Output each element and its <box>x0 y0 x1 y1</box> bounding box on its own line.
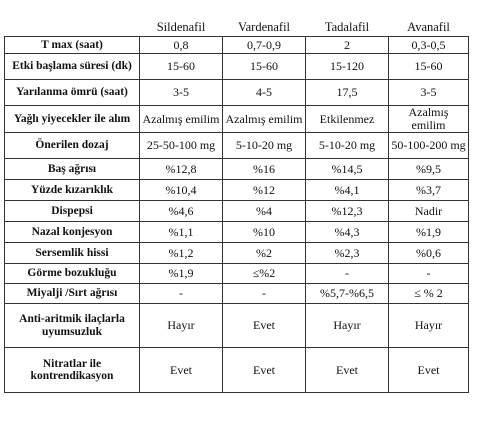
row-label: Önerilen dozaj <box>5 133 140 159</box>
row-label: Baş ağrısı <box>5 159 140 180</box>
table-cell: 0,8 <box>140 37 223 54</box>
table-cell: %10,4 <box>140 180 223 201</box>
table-cell: 5-10-20 mg <box>306 133 389 159</box>
table-cell: %1,9 <box>389 222 469 243</box>
table-cell: - <box>140 284 223 304</box>
column-header-vardenafil: Vardenafil <box>223 19 306 37</box>
row-label: Miyalji /Sırt ağrısı <box>5 284 140 304</box>
table-cell: %12,8 <box>140 159 223 180</box>
table-cell: %3,7 <box>389 180 469 201</box>
table-cell: 15-60 <box>140 54 223 80</box>
table-row <box>5 304 469 348</box>
table-cell: %1,1 <box>140 222 223 243</box>
table-cell: 0,7-0,9 <box>223 37 306 54</box>
row-label: Yüzde kızarıklık <box>5 180 140 201</box>
table-cell: ≤ % 2 <box>389 284 469 304</box>
table-cell: 15-120 <box>306 54 389 80</box>
row-label: Görme bozukluğu <box>5 264 140 284</box>
table-row <box>5 133 469 159</box>
table-cell: Azalmış emilim <box>223 106 306 133</box>
table-cell: 15-60 <box>389 54 469 80</box>
table-cell: Evet <box>223 348 306 393</box>
table-cell: 25-50-100 mg <box>140 133 223 159</box>
header-blank-cell <box>5 19 140 37</box>
row-label: Anti-aritmik ilaçlarla uyumsuzluk <box>5 304 140 348</box>
table-row <box>5 348 469 393</box>
table-cell: Hayır <box>306 304 389 348</box>
table-cell: 15-60 <box>223 54 306 80</box>
table-cell: 50-100-200 mg <box>389 133 469 159</box>
comparison-table-container <box>4 19 468 393</box>
header-row <box>5 19 469 37</box>
table-row <box>5 54 469 80</box>
row-label: Sersemlik hissi <box>5 243 140 264</box>
table-cell: %4,1 <box>306 180 389 201</box>
table-cell: %5,7-%6,5 <box>306 284 389 304</box>
table-cell: Hayır <box>140 304 223 348</box>
table-cell: Nadir <box>389 201 469 222</box>
table-cell: - <box>223 284 306 304</box>
row-label: Yağlı yiyecekler ile alım <box>5 106 140 133</box>
table-cell: Evet <box>223 304 306 348</box>
table-cell: %10 <box>223 222 306 243</box>
table-row <box>5 284 469 304</box>
table-cell: Evet <box>389 348 469 393</box>
table-cell: %16 <box>223 159 306 180</box>
table-row <box>5 180 469 201</box>
table-cell: 3-5 <box>389 80 469 106</box>
table-cell: Evet <box>306 348 389 393</box>
table-cell: 5-10-20 mg <box>223 133 306 159</box>
table-cell: 17,5 <box>306 80 389 106</box>
row-label: Nitratlar ile kontrendikasyon <box>5 348 140 393</box>
row-label: Dispepsi <box>5 201 140 222</box>
row-label: T max (saat) <box>5 37 140 54</box>
table-cell: 0,3-0,5 <box>389 37 469 54</box>
table-cell: %1,2 <box>140 243 223 264</box>
table-row <box>5 243 469 264</box>
table-cell: %1,9 <box>140 264 223 284</box>
table-row <box>5 80 469 106</box>
table-row <box>5 222 469 243</box>
table-cell: - <box>306 264 389 284</box>
table-row <box>5 264 469 284</box>
comparison-table <box>4 19 469 393</box>
table-cell: Azalmış emilim <box>389 106 469 133</box>
table-row <box>5 106 469 133</box>
table-cell: 4-5 <box>223 80 306 106</box>
row-label: Yarılanma ömrü (saat) <box>5 80 140 106</box>
table-cell: %0,6 <box>389 243 469 264</box>
table-cell: ≤%2 <box>223 264 306 284</box>
table-cell: %12 <box>223 180 306 201</box>
table-cell: Hayır <box>389 304 469 348</box>
table-row <box>5 37 469 54</box>
table-cell: - <box>389 264 469 284</box>
table-row <box>5 159 469 180</box>
table-cell: %4,6 <box>140 201 223 222</box>
table-cell: %14,5 <box>306 159 389 180</box>
column-header-sildenafil: Sildenafil <box>140 19 223 37</box>
row-label: Nazal konjesyon <box>5 222 140 243</box>
table-cell: 2 <box>306 37 389 54</box>
column-header-avanafil: Avanafil <box>389 19 469 37</box>
table-cell: %4,3 <box>306 222 389 243</box>
table-cell: 3-5 <box>140 80 223 106</box>
table-cell: Azalmış emilim <box>140 106 223 133</box>
table-cell: Evet <box>140 348 223 393</box>
table-cell: %12,3 <box>306 201 389 222</box>
table-row <box>5 201 469 222</box>
table-cell: %2,3 <box>306 243 389 264</box>
table-cell: %9,5 <box>389 159 469 180</box>
table-cell: %2 <box>223 243 306 264</box>
row-label: Etki başlama süresi (dk) <box>5 54 140 80</box>
column-header-tadalafil: Tadalafil <box>306 19 389 37</box>
table-cell: Etkilenmez <box>306 106 389 133</box>
table-cell: %4 <box>223 201 306 222</box>
